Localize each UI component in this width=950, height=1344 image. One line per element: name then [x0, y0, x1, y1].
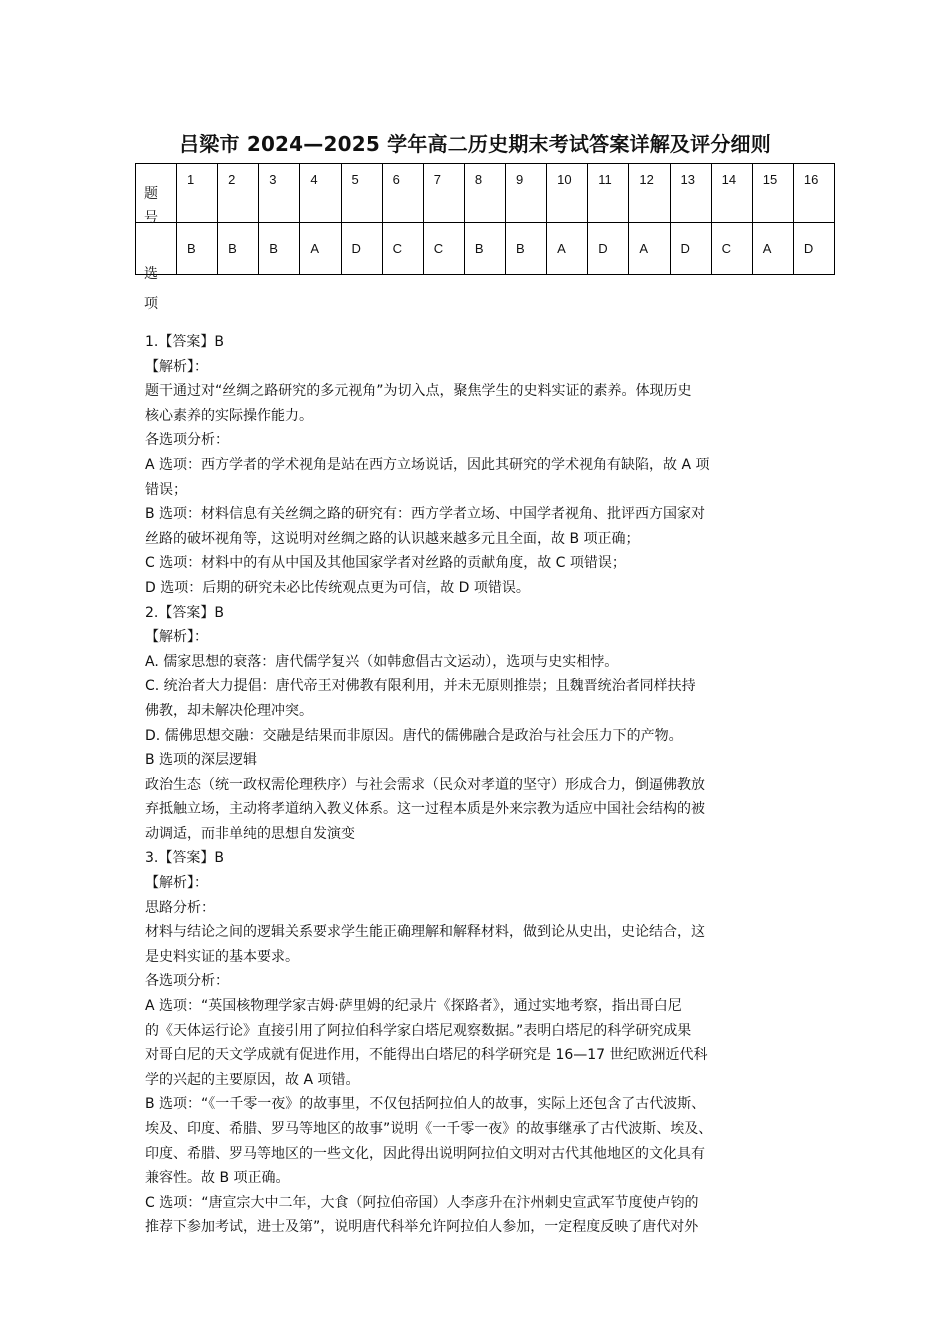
- header-char: 选: [144, 266, 158, 282]
- text-line: 兼容性。故 B 项正确。: [145, 1170, 290, 1187]
- question-number-cell: 11: [588, 164, 629, 223]
- text-line: 弃抵触立场，主动将孝道纳入教义体系。这一过程本质是外来宗教为适应中国社会结构的被: [145, 801, 705, 818]
- question-number-cell: 6: [382, 164, 423, 223]
- question-number-cell: 2: [218, 164, 259, 223]
- text-line: B 选项：“《一千零一夜》的故事里，不仅包括阿拉伯人的故事，实际上还包含了古代波斯、: [145, 1096, 706, 1113]
- answer-cell: B: [218, 223, 259, 275]
- question-number-cell: 4: [300, 164, 341, 223]
- answer-cell: D: [670, 223, 711, 275]
- text-line: 政治生态（统一政权需伦理秩序）与社会需求（民众对孝道的坚守）形成合力，倒逼佛教放: [145, 776, 705, 793]
- text-line: 错误；: [145, 481, 187, 498]
- table-row-answers: [136, 223, 835, 275]
- text-line: D. 儒佛思想交融：交融是结果而非原因。唐代的儒佛融合是政治与社会压力下的产物。: [145, 727, 683, 744]
- text-line: A 选项：“英国核物理学家吉姆·萨里姆的纪录片《探路者》，通过实地考察，指出哥白尼: [145, 998, 682, 1015]
- text-line: 推荐下参加考试，进士及第”，说明唐代科举允许阿拉伯人参加，一定程度反映了唐代对外: [145, 1219, 699, 1236]
- text-line: 各选项分析：: [145, 432, 229, 449]
- text-line: D 选项：后期的研究未必比传统观点更为可信，故 D 项错误。: [145, 579, 530, 596]
- question-number-cell: 14: [711, 164, 752, 223]
- answer-cell: A: [629, 223, 670, 275]
- question-number-cell: 1: [177, 164, 218, 223]
- text-line: 3.【答案】B: [145, 850, 224, 867]
- text-line: 思路分析：: [145, 899, 215, 916]
- text-line: B 选项：材料信息有关丝绸之路的研究有：西方学者立场、中国学者视角、批评西方国家对: [145, 506, 706, 523]
- answer-cell: D: [793, 223, 834, 275]
- answer-cell: C: [711, 223, 752, 275]
- answer-cell: C: [382, 223, 423, 275]
- answer-cell: B: [177, 223, 218, 275]
- text-line: 2.【答案】B: [145, 604, 224, 621]
- question-number-cell: 15: [752, 164, 793, 223]
- question-number-cell: 13: [670, 164, 711, 223]
- answer-cell: D: [341, 223, 382, 275]
- text-line: A. 儒家思想的衰落：唐代儒学复兴（如韩愈倡古文运动），选项与史实相悖。: [145, 653, 619, 670]
- text-line: C. 统治者大力提倡：唐代帝王对佛教有限利用，并未无原则推崇；且魏晋统治者同样扶持: [145, 678, 696, 695]
- text-line: 埃及、印度、希腊、罗马等地区的故事”说明《一千零一夜》的故事继承了古代波斯、埃及、: [145, 1121, 713, 1137]
- text-line: 对哥白尼的天文学成就有促进作用，不能得出白塔尼的科学研究是 16—17 世纪欧洲近代科: [145, 1047, 708, 1064]
- answer-cell: A: [547, 223, 588, 275]
- answer-explanations: [145, 330, 815, 1240]
- answer-cell: A: [752, 223, 793, 275]
- page-title: 吕梁市 2024—2025 学年高二历史期末考试答案详解及评分细则: [179, 132, 771, 156]
- answer-cell: B: [464, 223, 505, 275]
- answer-cell: A: [300, 223, 341, 275]
- text-line: 核心素养的实际操作能力。: [145, 407, 313, 424]
- header-cell-option: [136, 223, 177, 312]
- text-line: 【解析】：: [145, 875, 208, 892]
- header-char: 号: [144, 210, 158, 226]
- text-line: C 选项：“唐宣宗大中二年，大食（阿拉伯帝国）人李彦升在汴州刺史宣武军节度使卢钧的: [145, 1194, 699, 1211]
- text-line: 1.【答案】B: [145, 334, 224, 350]
- text-line: 是史料实证的基本要求。: [145, 948, 299, 965]
- question-number-cell: 16: [793, 164, 834, 223]
- text-line: B 选项的深层逻辑: [145, 752, 258, 769]
- header-char: 项: [144, 296, 158, 312]
- text-line: A 选项：西方学者的学术视角是站在西方立场说话，因此其研究的学术视角有缺陷，故 A 项: [145, 456, 710, 473]
- text-line: 动调适，而非单纯的思想自发演变: [145, 825, 355, 842]
- header-cell-question-number: [136, 164, 177, 226]
- text-line: 佛教，却未解决伦理冲突。: [145, 702, 313, 719]
- question-number-cell: 8: [464, 164, 505, 223]
- text-line: 各选项分析：: [145, 973, 229, 990]
- question-number-cell: 5: [341, 164, 382, 223]
- header-char: 题: [144, 186, 158, 202]
- text-line: 【解析】：: [145, 629, 208, 646]
- answer-cell: B: [506, 223, 547, 275]
- question-number-cell: 7: [423, 164, 464, 223]
- question-number-cell: 12: [629, 164, 670, 223]
- table-row-numbers: [136, 164, 835, 223]
- text-line: 印度、希腊、罗马等地区的一些文化，因此得出说明阿拉伯文明对古代其他地区的文化具有: [145, 1145, 705, 1162]
- text-line: 【解析】：: [145, 358, 208, 375]
- question-number-cell: 3: [259, 164, 300, 223]
- text-line: 材料与结论之间的逻辑关系要求学生能正确理解和解释材料，做到论从史出，史论结合，这: [145, 924, 705, 941]
- question-number-cell: 10: [547, 164, 588, 223]
- text-line: 学的兴起的主要原因，故 A 项错。: [145, 1071, 360, 1088]
- answer-cell: D: [588, 223, 629, 275]
- answer-cell: B: [259, 223, 300, 275]
- text-line: 丝路的破坏视角等，这说明对丝绸之路的认识越来越多元且全面，故 B 项正确；: [145, 530, 640, 547]
- answer-table: [135, 163, 835, 312]
- text-line: 题干通过对“丝绸之路研究的多元视角”为切入点，聚焦学生的史料实证的素养。体现历史: [145, 383, 692, 400]
- text-line: C 选项：材料中的有从中国及其他国家学者对丝路的贡献角度，故 C 项错误；: [145, 555, 626, 572]
- text-line: 的《天体运行论》直接引用了阿拉伯科学家白塔尼观察数据。”表明白塔尼的科学研究成果: [145, 1022, 692, 1039]
- answer-cell: C: [423, 223, 464, 275]
- question-number-cell: 9: [506, 164, 547, 223]
- header-label-option: [144, 259, 158, 319]
